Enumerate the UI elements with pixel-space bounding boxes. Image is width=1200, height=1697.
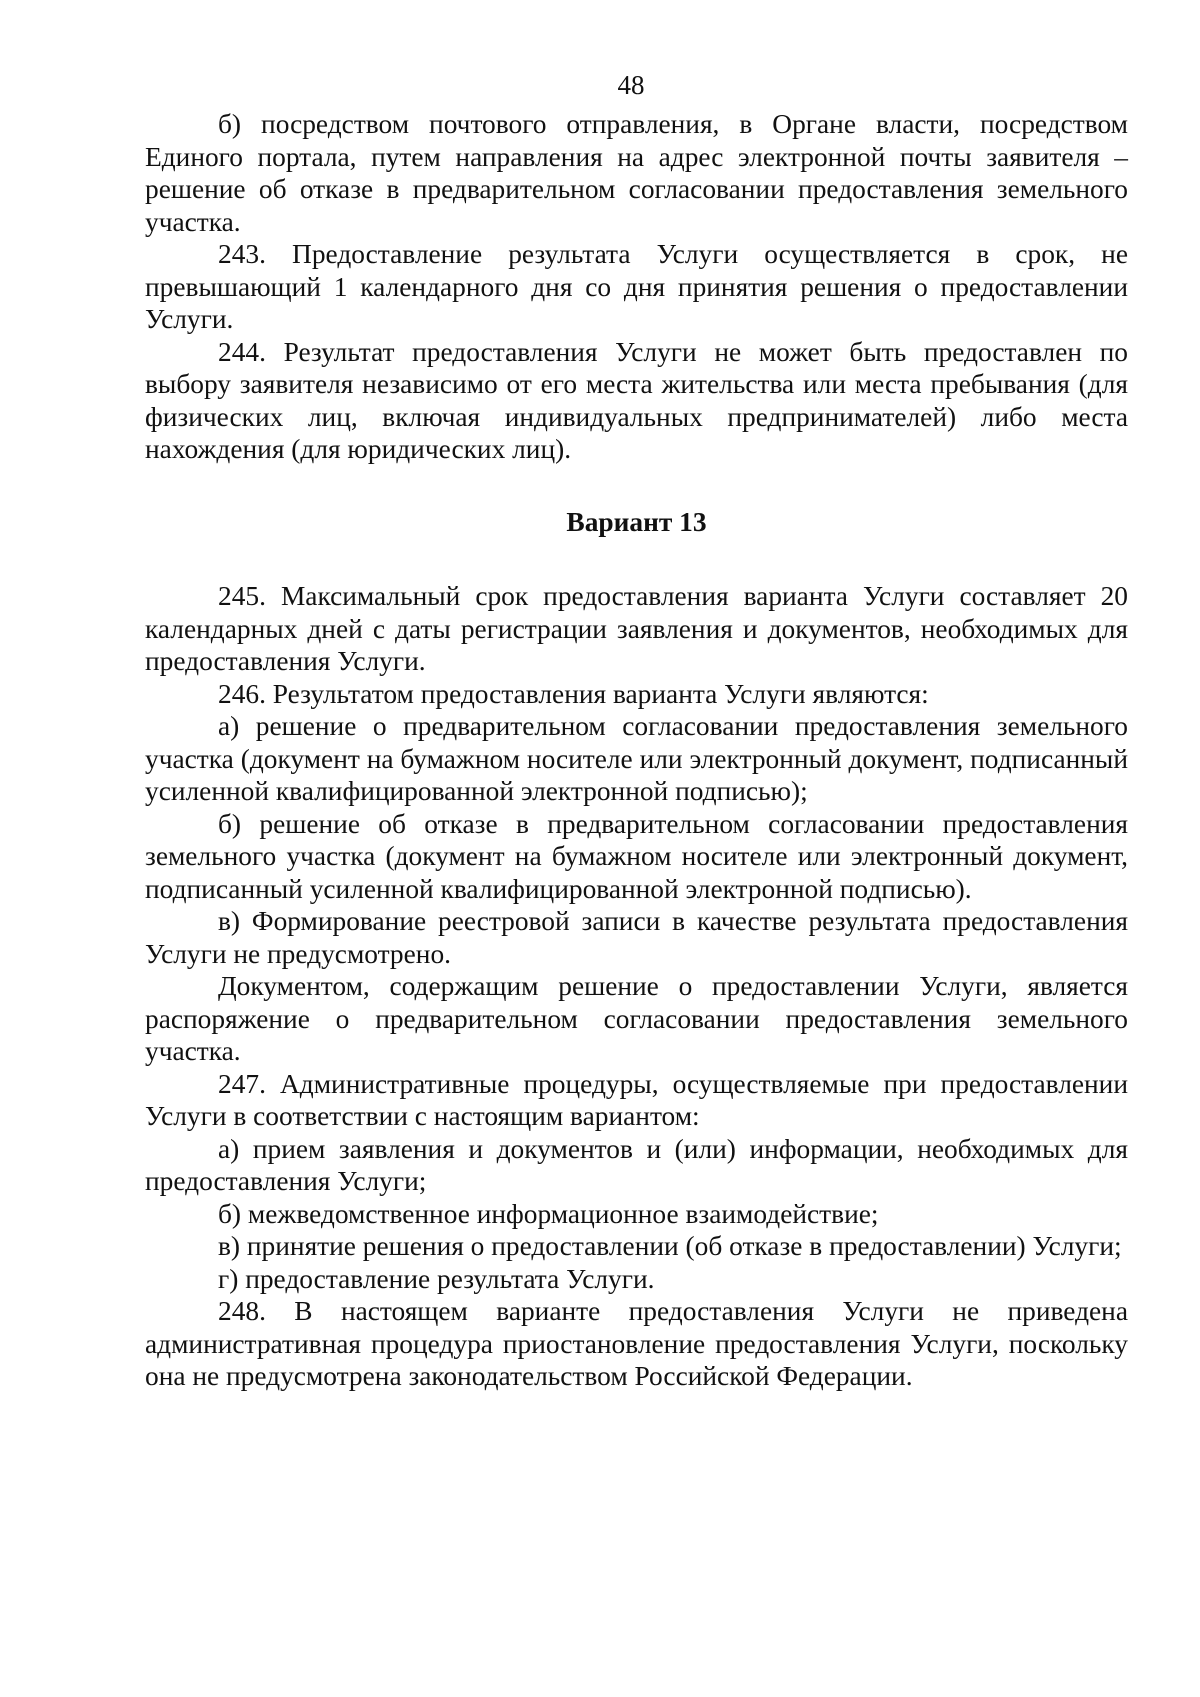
- paragraph-243: 243. Предоставление результата Услуги осуществляется в срок, не превышающий 1 календарного дня со дня принятия решения о предоставлении Услуги.: [145, 239, 1128, 334]
- document-body: [145, 108, 1128, 1393]
- paragraph-247-v: в) принятие решения о предоставлении (об отказе в предоставлении) Услуги;: [218, 1231, 1122, 1261]
- paragraph-247-b: б) межведомственное информационное взаимодействие;: [218, 1198, 879, 1229]
- section-heading: Вариант 13: [566, 506, 707, 537]
- paragraph-247-g: г) предоставление результата Услуги.: [218, 1263, 655, 1294]
- paragraph-246-a: а) решение о предварительном согласовании предоставления земельного участка (документ на бумажном носителе или электронный документ, подписанный усиленной квалифицированной электронной подписью);: [145, 711, 1128, 806]
- paragraph-248: 248. В настоящем варианте предоставления Услуги не приведена административная процедура приостановление предоставления Услуги, поскольку она не предусмотрена законодательством Российской Федерации.: [145, 1296, 1128, 1391]
- paragraph-247: 247. Административные процедуры, осуществляемые при предоставлении Услуги в соответствии с настоящим вариантом:: [145, 1068, 1128, 1131]
- paragraph-sub-b-delivery: б) посредством почтового отправления, в Органе власти, посредством Единого портала, путем направления на адрес электронной почты заявителя – решение об отказе в предварительном согласовании предоставления земельного участка.: [145, 109, 1128, 237]
- paragraph-246: 246. Результатом предоставления варианта Услуги являются:: [218, 678, 929, 709]
- paragraph-245: 245. Максимальный срок предоставления варианта Услуги составляет 20 календарных дней с даты регистрации заявления и документов, необходимых для предоставления Услуги.: [145, 581, 1128, 676]
- page-number: 48: [617, 70, 645, 100]
- paragraph-246-v: в) Формирование реестровой записи в качестве результата предоставления Услуги не предусмотрено.: [145, 906, 1128, 969]
- paragraph-decision-document: Документом, содержащим решение о предоставлении Услуги, является распоряжение о предварительном согласовании предоставления земельного участка.: [145, 971, 1128, 1066]
- paragraph-244: 244. Результат предоставления Услуги не может быть предоставлен по выбору заявителя независимо от его места жительства или места пребывания (для физических лиц, включая индивидуальных предпринимателей) либо места нахождения (для юридических лиц).: [145, 336, 1128, 464]
- paragraph-246-b: б) решение об отказе в предварительном согласовании предоставления земельного участка (документ на бумажном носителе или электронный документ, подписанный усиленной квалифицированной электронной подписью).: [145, 808, 1128, 904]
- paragraph-247-a: а) прием заявления и документов и (или) информации, необходимых для предоставления Услуги;: [145, 1133, 1128, 1196]
